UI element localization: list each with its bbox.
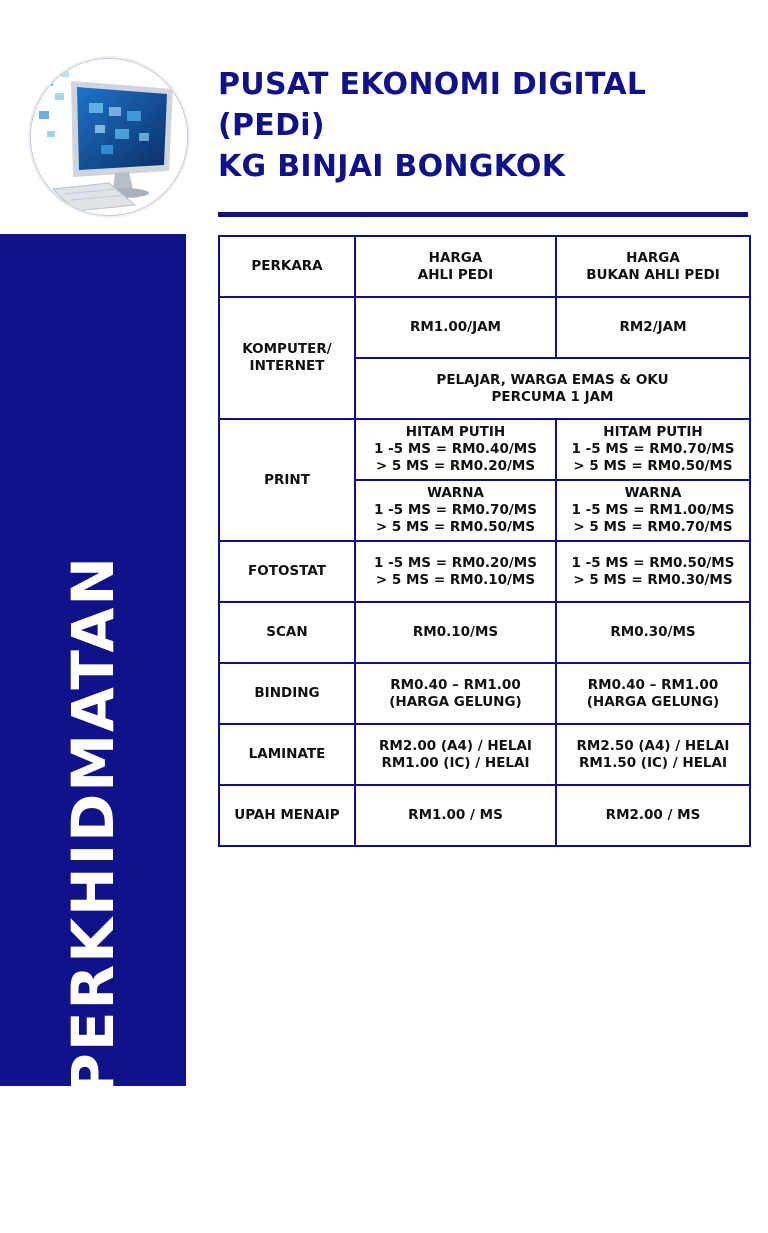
print-bw-member-line: 1 -5 MS = RM0.40/MS <box>374 441 537 457</box>
scan-member-price: RM0.10/MS <box>355 602 556 663</box>
print-color-member-line: WARNA <box>427 485 484 501</box>
photocopy-item-cell: FOTOSTAT <box>219 541 355 602</box>
header-member-cell <box>355 236 556 297</box>
laminate-member-line: RM2.00 (A4) / HELAI <box>379 737 532 754</box>
computer-item-line: KOMPUTER/ <box>242 341 332 357</box>
price-table <box>218 235 751 847</box>
photocopy-member <box>355 541 556 602</box>
laminate-non-member <box>556 724 750 785</box>
scan-non-member-price: RM0.30/MS <box>556 602 750 663</box>
computer-member-price: RM1.00/JAM <box>355 297 556 358</box>
scan-item-cell: SCAN <box>219 602 355 663</box>
computer-free-note <box>355 358 750 419</box>
page-title <box>218 64 748 187</box>
computer-note-line: PELAJAR, WARGA EMAS & OKU <box>436 371 669 388</box>
laminate-non-member-line: RM2.50 (A4) / HELAI <box>576 737 730 754</box>
computer-monitor-icon <box>31 59 187 215</box>
print-bw-member <box>355 419 556 480</box>
header-item-label: PERKARA <box>251 258 323 274</box>
binding-non-member <box>556 663 750 724</box>
header-non-member-cell <box>556 236 750 297</box>
print-color-member <box>355 480 556 541</box>
photocopy-non-member <box>556 541 750 602</box>
print-bw-non-member-line: HITAM PUTIH <box>603 424 703 440</box>
header-member-line: AHLI PEDI <box>417 266 494 283</box>
print-color-non-member <box>556 480 750 541</box>
print-color-member-line: 1 -5 MS = RM0.70/MS <box>374 502 537 518</box>
print-bw-non-member-line: 1 -5 MS = RM0.70/MS <box>571 441 735 457</box>
laminate-member <box>355 724 556 785</box>
binding-item-cell: BINDING <box>219 663 355 724</box>
laminate-item-cell: LAMINATE <box>219 724 355 785</box>
print-bw-member-line: HITAM PUTIH <box>405 424 506 440</box>
print-color-non-member-line: > 5 MS = RM0.70/MS <box>573 519 733 535</box>
photocopy-member-line: > 5 MS = RM0.10/MS <box>375 571 536 588</box>
binding-member-line: RM0.40 – RM1.00 <box>390 676 521 693</box>
print-color-non-member-line: 1 -5 MS = RM1.00/MS <box>571 502 735 518</box>
computer-item-line: INTERNET <box>249 358 325 374</box>
photocopy-member-line: 1 -5 MS = RM0.20/MS <box>374 554 537 571</box>
computer-item-cell <box>219 297 355 419</box>
computer-note-line: PERCUMA 1 JAM <box>491 388 614 405</box>
table-row <box>219 602 750 663</box>
pedi-logo <box>30 58 188 216</box>
laminate-member-line: RM1.00 (IC) / HELAI <box>381 754 530 771</box>
print-color-member-line: > 5 MS = RM0.50/MS <box>375 519 536 535</box>
title-line: PUSAT EKONOMI DIGITAL <box>218 67 647 102</box>
table-row <box>219 541 750 602</box>
typing-item-cell: UPAH MENAIP <box>219 785 355 846</box>
title-divider <box>218 212 748 217</box>
photocopy-non-member-line: > 5 MS = RM0.30/MS <box>573 571 733 588</box>
header-item-cell <box>219 236 355 297</box>
print-color-non-member-line: WARNA <box>624 485 682 501</box>
header-non-member-line: HARGA <box>626 249 680 266</box>
photocopy-non-member-line: 1 -5 MS = RM0.50/MS <box>571 554 735 571</box>
binding-member-line: (HARGA GELUNG) <box>389 693 522 710</box>
table-row <box>219 663 750 724</box>
print-bw-non-member <box>556 419 750 480</box>
header-member-line: HARGA <box>428 249 483 266</box>
title-line: KG BINJAI BONGKOK <box>218 149 566 184</box>
typing-non-member-price: RM2.00 / MS <box>556 785 750 846</box>
print-item-cell: PRINT <box>219 419 355 541</box>
binding-non-member-line: RM0.40 – RM1.00 <box>587 676 719 693</box>
header-non-member-line: BUKAN AHLI PEDI <box>586 266 720 283</box>
print-bw-member-line: > 5 MS = RM0.20/MS <box>375 458 536 474</box>
computer-non-member-price: RM2/JAM <box>556 297 750 358</box>
table-header-row <box>219 236 750 297</box>
table-row <box>219 785 750 846</box>
table-row <box>219 419 750 480</box>
side-banner <box>0 234 186 1233</box>
table-row <box>219 724 750 785</box>
title-line: (PEDi) <box>218 108 325 143</box>
table-row <box>219 297 750 358</box>
print-bw-non-member-line: > 5 MS = RM0.50/MS <box>573 458 733 474</box>
laminate-non-member-line: RM1.50 (IC) / HELAI <box>578 754 728 771</box>
typing-member-price: RM1.00 / MS <box>355 785 556 846</box>
binding-member <box>355 663 556 724</box>
binding-non-member-line: (HARGA GELUNG) <box>586 693 720 710</box>
side-banner-title: CAJ PERKHIDMATAN <box>59 555 127 1233</box>
